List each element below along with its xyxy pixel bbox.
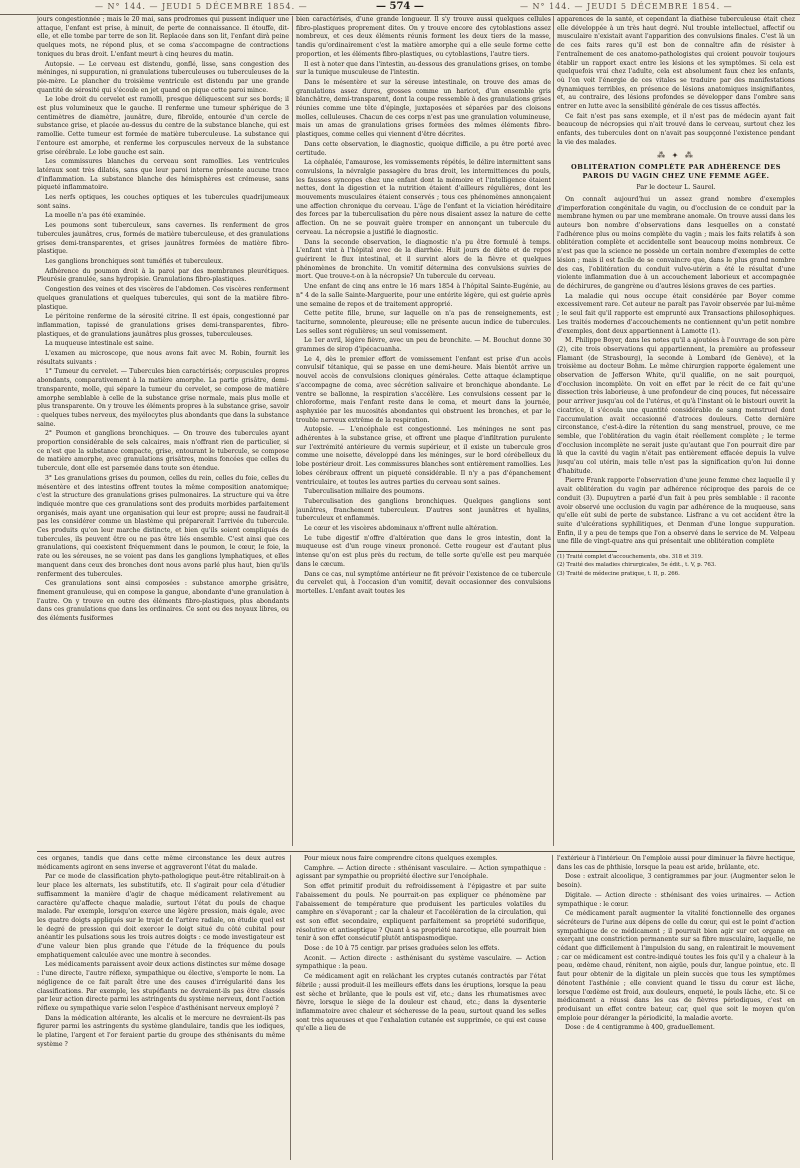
paragraph: Une enfant de cinq ans entre le 16 mars 1854 à l'hôpital Sainte-Eugénie, au n° 4 de la salle Sainte-Marguerite, pour une entérite légère, qui est guérie après une semaine de repos et de traitement approprié. bbox=[296, 283, 551, 308]
paragraph: Adhérence du poumon droit à la paroi par des membranes pleurétiques. Pleurésie granulée, sans hydropisie. Granulations fibro-plastiques. bbox=[37, 267, 289, 284]
column-1 bbox=[37, 16, 289, 846]
section-divider bbox=[37, 851, 795, 852]
paragraph: Le péritoine renferme de la sérosité citrine. Il est épais, congestionné par inflammation, tapissé de granulations grises demi-transparentes, fibro-plastiques, et de granulations jaunâtres plus grosses, tuberculeuses. bbox=[37, 313, 289, 338]
paragraph: 3° Les granulations grises du poumon, celles du rein, celles du foie, celles du mésentère et des intestins offrent toutes la même composition anatomique; c'est la structure des granulations grises pulmonaires. La structure qui va être indiquée montre que ces granulations sont des produits morbides parfaitement organisés, mais ayant une organisation qui leur est propre; aussi ne faudrait-il pas les considérer comme un blastème qui préparerait l'arrivée du tubercule. Ces produits qu'on leur marche distincte, et bien qu'ils soient compliqués de tubercules, ils peuvent être ou ne pas être liés ensemble. C'est ainsi que ces granulations, qui coexistent fréquemment dans le poumon, le cœur, le foie, la rate ou les séreuses, ne se voient pas dans les ganglions lymphatiques, et elles manquent dans ceux des bronches dont nous avons parlé plus haut, bien qu'ils renferment des tubercules. bbox=[37, 474, 289, 578]
paragraph: 1° Tumeur du cervelet. — Tubercules bien caractérisés; corpuscules propres abondants, comparativement à la matière amorphe. La partie grisâtre, demi-transparente, molle, qui sépare la tumeur du cervelet, se compose de matière amorphe semblable à celle de la substance grise normale, mais plus molle et plus transparente. On y trouve les éléments propres à la substance grise, savoir : quelques tubes nerveux, des myélocytes plus abondants que dans la substance saine. bbox=[37, 368, 289, 428]
paragraph: Dans la seconde observation, le diagnostic n'a pu être formulé à temps. L'enfant vint à l'hôpital avec de la diarrhée. Huit jours de diète et de repos guérirent le flux intestinal, et il survint alors de la fièvre et quelques phénomènes de bronchite. Un vomitif détermina des convulsions suivies de mort. Que trouve-t-on à la nécropsie? Un tubercule du cerveau. bbox=[296, 238, 551, 281]
paragraph: Dose : de 4 centigramme à 400, graduellement. bbox=[565, 1024, 715, 1032]
paragraph: M. Philippe Boyer, dans les notes qu'il a ajoutées à l'ouvrage de son père (2), cite trois observations qui appartiennent, la première au professeur Flamant (de Strasbourg), la seconde à Lombard (de Genève), et la troisième au docteur Bohm. Le même chirurgien rapporte également une observation de Jefferson White, qu'il qualifie, on ne sait pourquoi, d'occlusion incomplète. On voit en effet par le récit de ce fait qu'une dissection très laborieuse, à une profondeur de cinq pouces, fut nécessaire pour arriver jusqu'au col de l'utérus, et qu'à l'instant où le bistouri ouvrit la cicatrice, il s'écoula une quantité considérable de sang menstruel dont l'accumulation avait occasionné d'atroces douleurs. Cette dernière circonstance, c'est-à-dire la rétention du sang menstruel, prouve, ce me semble, que l'oblitération du vagin était réellement complète ; le terme d'occlusion incomplète ne serait juste qu'autant que l'on pourrait dire par là que la cavité du vagin n'était pas entièrement effacée depuis la vulve jusqu'au col utérin, mais telle n'est pas la signification qu'on lui donne d'habitude. bbox=[557, 337, 795, 475]
paragraph: Pour mieux nous faire comprendre citons quelques exemples. bbox=[304, 855, 498, 862]
paragraph: Les ganglions bronchiques sont tuméfiés et tuberculeux. bbox=[45, 257, 224, 265]
paragraph: On connaît aujourd'hui un assez grand nombre d'exemples d'imperforation congénitale du vagin, ou d'occlusion de ce conduit par la membrane hymen ou par une membrane anomale. On trouve aussi dans les auteurs bon nombre d'observations dans lesquelles on a constaté l'adhérence plus ou moins complète du vagin ; mais les faits relatifs à son oblitération complète et accidentelle sont beaucoup moins nombreux. Ce n'est pas que la science ne possède un certain nombre d'exemples de cette lésion ; mais il est facile de se convaincre que, dans le plus grand nombre des cas, l'oblitération du conduit vulvo-utérin a été le résultat d'une violente inflammation due à un accouchement laborieux et accompagnée de déchirures, de gangrène ou d'autres lésions graves de ces parties. bbox=[557, 195, 795, 290]
column-divider bbox=[552, 855, 553, 1160]
paragraph: Tuberculisation des ganglions bronchiques. Quelques ganglions sont jaunâtres, franchement tuberculeux. D'autres sont jaunâtres et hyalins, tuberculeux et enflammés. bbox=[296, 497, 551, 523]
paragraph: Dose : de 10 à 75 centigr. par prises graduées selon les effets. bbox=[304, 945, 500, 953]
paragraph: Ce médicament agit en relâchant les cryptes cutanés contractés par l'état fébrile ; aussi produit-il les meilleurs effets dans les éruptions, lorsque la peau est sèche et brûlante, que le pouls est vif, etc.; dans les rhumatismes avec fièvre, lorsque le siège de la douleur est chaud, etc.; dans la dysenterie inflammatoire avec chaleur et sécheresse de la peau, surtout quand les selles sont très aqueuses et que l'exhalation cutanée est supprimée, ce qui est cause qu'elle a lieu de bbox=[296, 973, 546, 1033]
column-divider bbox=[553, 16, 554, 846]
paragraph: Le tube digestif n'offre d'altération que dans le gros intestin, dont la muqueuse est d'un rouge vineux prononcé. Cette rougeur est d'autant plus intense qu'on est plus près du rectum, de telle sorte qu'elle est peu marquée dans le cæcum. bbox=[296, 534, 551, 568]
header-left: — N° 144. — JEUDI 5 DÉCEMBRE 1854. — bbox=[95, 2, 308, 11]
paragraph: jours congestionnée ; mais le 20 mai, sans prodromes qui pussent indiquer une attaque, l'enfant est prise, à minuit, de perte de connaissance. Il étouffe, dit-elle, et elle tombe par terre de son lit. Replacée dans son lit, l'enfant dirà peine quelques mots, ne répond plus, et se coma s'accompagne de contractions toniques du bras droit. L'enfant meurt à cinq heures du matin. bbox=[37, 16, 289, 58]
paragraph: apparences de la santé, et cependant la diathèse tuberculeuse était chez elle développée à un très haut degré. Nul trouble intellectuel, affectif ou musculaire n'existait avant l'apparition des convulsions finales. C'est là un de ces faits rares qu'il est bon de connaître afin de résister à l'entraînement de ces anatomo-pathologistes qui croient pouvoir toujours établir un rapport exact entre les lésions et les symptômes. Si cela est quelquefois vrai chez l'adulte, cela est absolument faux chez les enfants, où l'on voit l'énergie de ces vitales se traduire par des manifestations dynamiques terribles, en présence de lésions anatomiques insignifiantes, et, au contraire, des lésions profondes se développer dans l'ombre sans entrer en lutte avec la sensibilité générale de ces tissus affectés. bbox=[557, 16, 795, 111]
paragraph: Congestion des veines et des viscères de l'abdomen. Ces viscères renferment quelques granulations et quelques tubercules, qui sont de la matière fibro-plastique. bbox=[37, 286, 289, 311]
paragraph: Aconit. — Action directe : asthénisant du système vasculaire. — Action sympathique : la peau. bbox=[296, 954, 546, 971]
paragraph: La maladie qui nous occupe était considérée par Boyer comme excessivement rare. Cet auteur ne paraît pas l'avoir observée par lui-même ; le seul fait qu'il rapporte est emprunté aux Transactions philosophiques. Les traités modernes d'accouchements ne contiennent qu'un petit nombre d'exemples, dont deux appartiennent à Lamotte (1). bbox=[557, 292, 795, 335]
paragraph: Ces granulations sont ainsi composées : substance amorphe grisâtre, finement granuleuse, qui en compose la gangue, abondante d'une granulation à l'autre. On y trouve en outre des éléments fibro-plastiques, plus abondants dans ces granulations que dans les ordinaires. Ce sont ou des noyaux libres, ou des éléments fusiformes bbox=[37, 580, 289, 623]
paragraph: Les médicaments paraissent avoir deux actions distinctes sur même dosage : l'une directe, l'autre réflexe, sympathique ou élective, s'emporte le nom. La négligence de ce fait paraît être une des causes d'irrégularité dans les classifications. Par exemple, les stupéfiants ne devraient-ils pas être classés par leur action directe parmi les astringents du système nerveux, dont l'action réflexe ou sympathique varie selon l'espèce d'asthénisant nerveux employé ? bbox=[37, 961, 285, 1012]
article-byline: Par le docteur L. Saurel. bbox=[636, 183, 716, 192]
paragraph: Par ce mode de classification phyto-pathologique peut-être rétablirait-on à leur place les alternats, les substitutifs, etc. Il s'agirait pour cela d'étudier suffisamment la manière d'agir de chaque médicament relativement au caractère qu'affecte chaque maladie, surtout l'état du pouls de chaque malade. Par exemple, lorsqu'on exerce une légère pression, mais égale, avec les quatre doigts appliqués sur le trajet de l'artère radiale, on étudie quel est le degré de pression qui doit exercer le doigt situé du côté cubital pour anéantir les pulsations sous les trois autres doigts : ce mode investigateur est d'une valeur bien plus grande que l'étude de la fréquence du pouls emphatiquement calculée avec une montre à secondes. bbox=[37, 873, 285, 959]
paragraph: Dans ce cas, nul symptôme antérieur ne fit prévoir l'existence de ce tubercule du cervelet qui, à l'occasion d'un vomitif, devait occasionner des convulsions mortelles. L'enfant avait toutes les bbox=[296, 570, 551, 595]
paragraph: l'extérieur à l'intérieur. On l'emploie aussi pour diminuer la fièvre hectique, dans les cas de phthisie, lorsque la peau est aride, brûlante, etc. bbox=[557, 855, 795, 871]
footnote: (3) Traité de médecine pratique, t. II, p. 266. bbox=[557, 570, 680, 577]
column-3 bbox=[557, 16, 795, 846]
paragraph: Le 4, dès le premier effort de vomissement l'enfant est prise d'un accès convulsif tétanique, qui se passe en une demi-heure. Mais bientôt arrive un nouvel accès de convulsions cloniques générales. Cette attaque éclamptique s'accompagne de coma, avec sécrétion salivaire et bronchique abondante. Le ventre se ballonne, la respiration s'accélère. Les convulsions cessent par le chloroforme, mais l'enfant reste dans le coma, et meurt dans la journée, asphyxiée par les mucosités abondantes qui obstruent les bronches, et par le trouble nerveux extrême de la respiration. bbox=[296, 355, 551, 424]
column-2 bbox=[296, 16, 551, 846]
paragraph: La céphalée, l'amaurose, les vomissements répétés, le délire intermittent sans convulsions, la névralgie passagère du bras droit, les intermittences du pouls, les fausses syncopes chez une enfant dont la mémoire et l'intelligence étaient nettes, dont la digestion et la nutrition étaient d'ailleurs régulières, dont les mouvements musculaires étaient conservés ; tous ces phénomènes annonçaient une affection chronique du cerveau. L'âge de l'enfant et la viciation héréditaire des forces par la tuberculisation du père nous disaient assez la nature de cette affection. On ne se pouvait guère tromper en annonçant un tubercule du cerveau. La nécropsie a justifié le diagnostic. bbox=[296, 159, 551, 236]
paragraph: Dans cette observation, le diagnostic, quoique difficile, a pu être porté avec certitude. bbox=[296, 140, 551, 157]
paragraph: Cette petite fille, brune, sur laquelle on n'a pas de renseignements, est taciturne, somnolente, pleureuse; elle ne présente aucun indice de tubercules. Les selles sont régulières; un seul vomissement. bbox=[296, 310, 551, 335]
paragraph: Les nerfs optiques, les couches optiques et les tubercules quadrijumeaux sont sains. bbox=[37, 194, 289, 210]
paragraph: bien caractérisés, d'une grande longueur. Il s'y trouve aussi quelques cellules fibro-plastiques proprement dites. On y trouve encore des cytoblastions assez nombreux, et ces deux éléments réunis forment les deux tiers de la masse, tandis qu'ordinairement c'est la matière amorphe qui a elle seule forme cette proportion, et les éléments fibro-plastiques, ou cytoblastions, l'autre tiers. bbox=[296, 16, 551, 58]
bottom-column-1 bbox=[37, 855, 285, 1160]
paragraph: Le 1er avril, légère fièvre, avec un peu de bronchite. — M. Bouchut donne 30 grammes de sirop d'ipécacuanha. bbox=[296, 337, 551, 354]
footnote: (1) Traité complet d'accouchements, obs. 318 et 319. bbox=[557, 554, 703, 561]
footnote-rule bbox=[557, 551, 617, 552]
paragraph: Tuberculisation miliaire des poumons. bbox=[304, 488, 425, 496]
column-divider bbox=[290, 855, 291, 1160]
paragraph: Autopsie. — L'encéphale est congestionné. Les méninges ne sont pas adhérentes à la substance grise, et offrent une plaque d'infiltration purulente sur l'extrémité antérieure du vermis supérieur, et il existe un tubercule gros comme une noisette, développé dans les méninges, sur le bord cérébelleux du lobe postérieur droit. Les commissures blanches sont entièrement ramollies. Les lobes cérébraux offrent un piqueté considérable. Il n'y a pas d'épanchement ventriculaire, et toutes les autres parties du cerveau sont saines. bbox=[296, 426, 551, 486]
paragraph: La muqueuse intestinale est saine. bbox=[45, 340, 154, 348]
paragraph: Dans le mésentère et sur la séreuse intestinale, on trouve des amas de granulations assez dures, grosses comme un haricot, d'un ensemble gris blanchâtre, demi-transparent, dont la coupe ressemble à des granulations grises réunies comme une tête d'épingle, juxtaposées et séparées par des cloisons molles, celluleuses. Chacun de ces corps n'est pas une granulation volumineuse, mais un amas de granulations grises formées des mêmes éléments fibro-plastiques, comme celles qui viennent d'être décrites. bbox=[296, 78, 551, 139]
paragraph: Le lobe droit du cervelet est ramolli, presque déliquescent sur ses bords; il est plus volumineux que le gauche. Il renferme une tumeur sphérique de 3 centimètres de diamètre, jaunâtre, dure, fibroïde, entourée d'un cercle de substance grise, et placée au-dessus du centre de la substance blanche, qui est ramollie. Cette tumeur est formée de matière tuberculeuse. La substance qui l'entoure est amorphe, et renferme les corpuscules nerveux de la substance grise cérébrale. Le lobe gauche est sain. bbox=[37, 96, 289, 156]
paragraph: Dose : extrait alcoolique, 3 centigrammes par jour. (Augmenter selon le besoin). bbox=[557, 873, 795, 890]
paragraph: 2° Poumon et ganglions bronchiques. — On trouve des tubercules ayant proportion considérable de sels calcaires, mais n'offrant rien de particulier, si ce n'est que la substance compacte, grise, entourant le tubercule, se compose de matière amorphe, avec granulations grisâtres, moins foncées que celles du tubercule, dont elle est parsemée dans toute son étendue. bbox=[37, 430, 289, 473]
bottom-column-3 bbox=[557, 855, 795, 1160]
paragraph: ces organes, tandis que dans cette même circonstance les deux autres médicaments agiront en sens inverse et aggraveront l'état du malade. bbox=[37, 855, 285, 871]
paragraph: Digitale. — Action directe : sthénisant des voies urinaires. — Action sympathique : le cœur. bbox=[557, 891, 795, 908]
paragraph: Ce fait n'est pas sans exemple, et il n'est pas de médecin ayant fait beaucoup de nécropsies qui n'ait trouvé dans le cerveau, surtout chez les enfants, des tubercules dont on n'avait pas soupçonné l'existence pendant la vie des malades. bbox=[557, 112, 795, 146]
header-right: — N° 144. — JEUDI 5 DÉCEMBRE 1854. — bbox=[520, 2, 733, 11]
bottom-column-2 bbox=[296, 855, 546, 1160]
paragraph: Camphre. — Action directe : sthénisant vasculaire. — Action sympathique : agissant par sympathie ou propriété élective sur l'encéphale. bbox=[296, 864, 546, 881]
paragraph: Les poumons sont tuberculeux, sans cavernes. Ils renferment de gros tubercules jaunâtres, crus, formés de matière tuberculeuse, et des granulations grises demi-transparentes, et grises jaunâtres formées de matière fibro-plastique. bbox=[37, 222, 289, 256]
paragraph: La moelle n'a pas été examinée. bbox=[45, 212, 146, 220]
paragraph: L'examen au microscope, que nous avons fait avec M. Robin, fournit les résultats suivants : bbox=[37, 350, 289, 366]
paragraph: Le cœur et les viscères abdominaux n'offrent nulle altération. bbox=[304, 525, 498, 533]
article-title: OBLITÉRATION COMPLÈTE PAR ADHÉRENCE DES PAROIS DU VAGIN CHEZ UNE FEMME AGÉE. bbox=[571, 163, 781, 181]
section-ornament: ⁂ ✦ ⁂ bbox=[657, 150, 695, 160]
paragraph: Les commissures blanches du cerveau sont ramollies. Les ventricules latéraux sont très dilatés, sans que leur paroi interne présente aucune trace d'inflammation. La substance blanche des hémisphères est crémeuse, sans piqueté inflammatoire. bbox=[37, 158, 289, 192]
paragraph: Ce médicament paraît augmenter la vitalité fonctionnelle des organes sécréteurs de l'urine aux dépens de celle du cœur, qui est le point d'action sympathique de ce médicament ; il pourrait bien agir sur cet organe en exerçant une constriction permanente sur sa fibre musculaire, laquelle, ne cédant que difficilement à l'impulsion du sang, en ralentirait le mouvement ; car ce médicament est contre-indiqué toutes les fois qu'il y a chaleur à la peau, œdème chaud, rénitent, non aigüe, pouls dur, langue pointue, etc. Il faut pour obtenir de la digitale un plein succès que tous les symptômes dénotent l'asthénie ; elle convient quand le tissu du cœur est lâche, lorsque l'œdème est froid, aux douleurs, enqueté, le pouls lâche, etc. Si ce médicament a réussi dans les cas de fièvres périodiques, c'est en produisant un effet contre bateur, car, quel que soit le moyen qu'on emploie pour déranger la périodicité, la maladie avorte. bbox=[557, 910, 795, 1022]
paragraph: Autopsie. — Le cerveau est distendu, gonflé, lisse, sans congestion des méninges, ni suppuration, ni granulations tuberculeuses ou tuberculeuses de la pie-mère. Le plancher du troisième ventricule est distendu par une grande quantité de sérosité qui s'écoule en jet quand on pique cette paroi mince. bbox=[37, 60, 289, 94]
page-number: — 574 — bbox=[376, 1, 424, 12]
column-divider bbox=[292, 16, 293, 846]
paragraph: Pierre Frank rapporte l'observation d'une jeune femme chez laquelle il y avait oblitération du vagin par adhérence réciproque des parois de ce conduit (3). Dupuytren a parlé d'un fait à peu près semblable : il raconte avoir observé une occlusion du vagin par adhérence de la muqueuse, sans qu'elle eût subi de perte de substance. Lisfranc a vu cet accident être la suite d'ulcérations syphilitiques, et Denman d'une longue suppuration. Enfin, il y a peu de temps que l'on a observé dans le service de M. Velpeau une fille de vingt-quatre ans qui présentait une oblitération complète bbox=[557, 477, 795, 546]
paragraph: Son effet primitif produit du refroidissement à l'épigastre et par suite l'abaissement du pouls. Ne pourrait-on pas expliquer ce phénomène par l'abaissement de température que produisent les particules volatiles du camphre en s'évaporant ; car la chaleur et l'accélération de la circulation, qui est son effet secondaire, expliquent parfaitement sa propriété sudorifique, résolutive et antiseptique ? Quant à sa propriété narcotique, elle pourrait bien tenir à son effet consécutif plutôt antispasmodique. bbox=[296, 883, 546, 943]
paragraph: Dans la médication altérante, les alcalis et le mercure ne devraient-ils pas figurer parmi les astringents du système glandulaire, tandis que les iodiques, le platine, l'argent et l'or feraient partie du groupe des sthénisants du même système ? bbox=[37, 1014, 285, 1048]
page-header bbox=[0, 0, 800, 15]
footnote: (2) Traité des maladies chirurgicales, 5e édit., t. V, p. 763. bbox=[557, 562, 716, 569]
paragraph: Il est à noter que dans l'intestin, au-dessous des granulations grises, on tombe sur la tunique musculeuse de l'intestin. bbox=[296, 60, 551, 77]
